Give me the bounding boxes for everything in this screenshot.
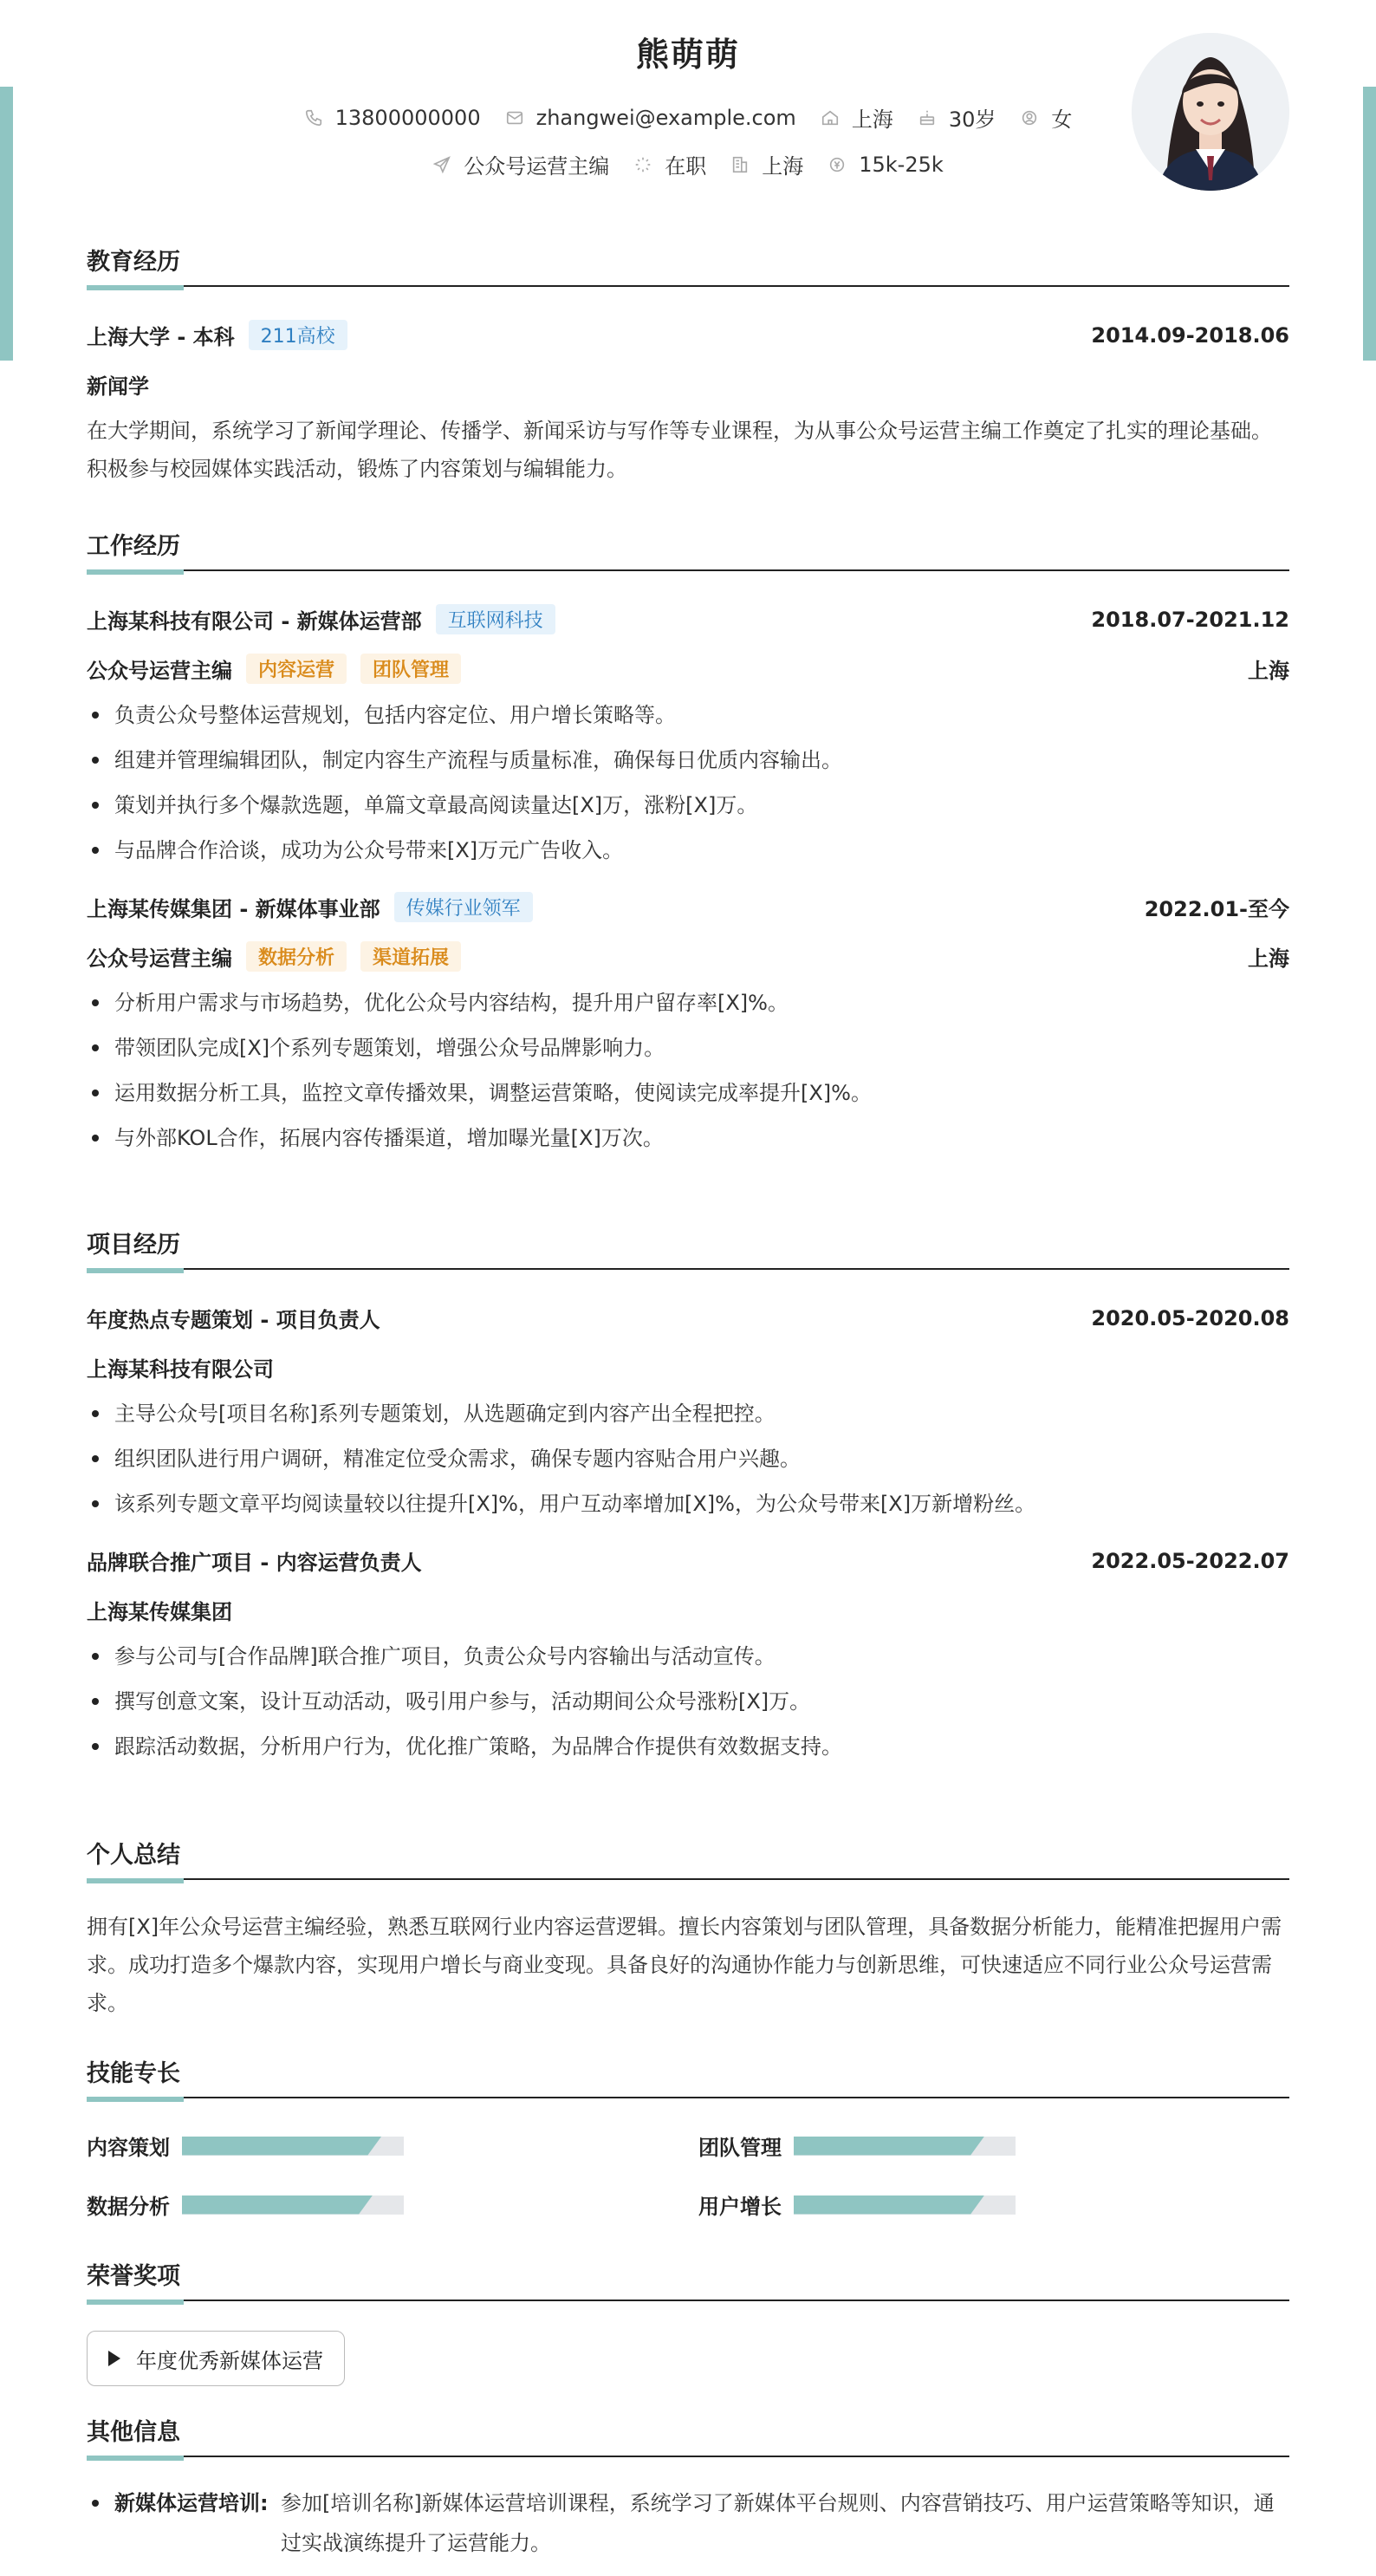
job-role: 公众号运营主编 [87, 946, 232, 971]
job-entry [87, 604, 1289, 873]
status-text: 在职 [665, 154, 707, 179]
bullet-icon [87, 2483, 114, 2563]
target-city-text: 上海 [762, 154, 804, 179]
company-tag: 传媒行业领军 [394, 892, 533, 922]
status-item [633, 149, 706, 179]
project-date: 2020.05-2020.08 [1091, 1305, 1289, 1330]
email-item [505, 106, 796, 130]
education-row [87, 320, 1289, 350]
job-date: 2022.01-至今 [1144, 897, 1289, 921]
job-role: 公众号运营主编 [87, 659, 232, 683]
candidate-name: 熊萌萌 [635, 36, 740, 74]
project-name: 品牌联合推广项目 - 内容运营负责人 [87, 1551, 422, 1575]
role-tag: 数据分析 [246, 941, 347, 972]
other-label: 新媒体运营培训: [114, 2491, 269, 2515]
gender-text: 女 [1051, 107, 1073, 132]
project-entry [87, 1545, 1289, 1769]
role-tag: 团队管理 [360, 654, 461, 684]
position-text: 公众号运营主编 [464, 154, 610, 179]
project-date: 2022.05-2022.07 [1091, 1548, 1289, 1573]
list-item: 参与公司与[合作品牌]联合推广项目，负责公众号内容输出与活动宣传。 [87, 1634, 1289, 1679]
job-bullets [87, 980, 1289, 1161]
list-item: 撰写创意文案，设计互动活动，吸引用户参与，活动期间公众号涨粉[X]万。 [87, 1679, 1289, 1724]
company-tag: 互联网科技 [436, 604, 555, 634]
section-title: 个人总结 [87, 1836, 1289, 1880]
project-company: 上海某科技有限公司 [87, 1357, 274, 1382]
skill-name: 数据分析 [87, 2195, 170, 2219]
skill-item [87, 2130, 404, 2161]
target-city-item [730, 149, 803, 179]
salary-text: 15k-25k [859, 152, 944, 177]
other-section [87, 2413, 1289, 2563]
age-item [918, 102, 996, 133]
job-entry [87, 892, 1289, 1161]
contact-row [87, 102, 1289, 133]
job-bullets [87, 693, 1289, 873]
list-item: 与外部KOL合作，拓展内容传播渠道，增加曝光量[X]万次。 [87, 1116, 1289, 1161]
company-name: 上海某传媒集团 - 新媒体事业部 [87, 897, 380, 921]
major: 新闻学 [87, 374, 149, 399]
list-item: 跟踪活动数据，分析用户行为，优化推广策略，为品牌合作提供有效数据支持。 [87, 1724, 1289, 1769]
job-role-row [87, 654, 1289, 684]
age-text: 30岁 [948, 107, 996, 132]
list-item: 组织团队进行用户调研，精准定位受众需求，确保专题内容贴合用户兴趣。 [87, 1436, 1289, 1481]
left-accent-bar [0, 87, 13, 361]
section-title: 其他信息 [87, 2413, 1289, 2457]
project-company: 上海某传媒集团 [87, 1600, 232, 1624]
position-item [432, 149, 609, 179]
list-item: 与品牌合作洽谈，成功为公众号带来[X]万元广告收入。 [87, 828, 1289, 873]
skill-fill [794, 2137, 984, 2156]
avatar [1132, 33, 1289, 191]
gender-item [1020, 102, 1072, 133]
skill-item [698, 2130, 1016, 2161]
phone-text: 13800000000 [334, 105, 481, 130]
cake-icon [918, 108, 937, 127]
project-name: 年度热点专题策划 - 项目负责人 [87, 1308, 380, 1332]
job-header [87, 892, 1289, 922]
resume-header [87, 0, 1289, 217]
education-date: 2014.09-2018.06 [1091, 322, 1289, 348]
salary-item [828, 153, 944, 177]
phone-item [304, 106, 481, 130]
section-title: 教育经历 [87, 243, 1289, 287]
list-item: 组建并管理编辑团队，制定内容生产流程与质量标准，确保每日优质内容输出。 [87, 738, 1289, 783]
skill-bar [182, 2195, 404, 2215]
list-item: 运用数据分析工具，监控文章传播效果，调整运营策略，使阅读完成率提升[X]%。 [87, 1070, 1289, 1116]
section-title: 技能专长 [87, 2054, 1289, 2098]
project-header [87, 1545, 1289, 1576]
project-bullets [87, 1391, 1289, 1526]
work-section [87, 527, 1289, 1161]
money-icon [828, 155, 847, 174]
role-tag: 内容运营 [246, 654, 347, 684]
list-item: 分析用户需求与市场趋势，优化公众号内容结构，提升用户留存率[X]%。 [87, 980, 1289, 1025]
mail-icon [505, 108, 524, 127]
skill-fill [794, 2195, 984, 2215]
email-text: zhangwei@example.com [535, 105, 796, 130]
skill-fill [182, 2195, 373, 2215]
city-text: 上海 [851, 107, 893, 132]
section-title: 荣誉奖项 [87, 2257, 1289, 2301]
job-header [87, 604, 1289, 634]
skill-bar [794, 2195, 1016, 2215]
skill-bar [794, 2137, 1016, 2156]
resume-page [87, 0, 1289, 2555]
skill-name: 团队管理 [698, 2136, 782, 2160]
list-item: 带领团队完成[X]个系列专题策划，增强公众号品牌影响力。 [87, 1025, 1289, 1070]
skills-section [87, 2054, 1289, 2228]
award-item [87, 2331, 345, 2386]
skill-fill [182, 2137, 381, 2156]
job-role-row [87, 941, 1289, 972]
skill-name: 内容策划 [87, 2136, 170, 2160]
skill-name: 用户增长 [698, 2195, 782, 2219]
school-name: 上海大学 - 本科 [87, 325, 235, 349]
phone-icon [304, 108, 323, 127]
role-tag: 渠道拓展 [360, 941, 461, 972]
list-item: 策划并执行多个爆款选题，单篇文章最高阅读量达[X]万，涨粉[X]万。 [87, 783, 1289, 828]
play-icon [108, 2351, 120, 2366]
skill-item [698, 2189, 1016, 2220]
send-icon [432, 155, 451, 174]
summary-section [87, 1836, 1289, 2022]
award-name: 年度优秀新媒体运营 [136, 2348, 323, 2373]
list-item: 主导公众号[项目名称]系列专题策划，从选题确定到内容产出全程把控。 [87, 1391, 1289, 1436]
job-location: 上海 [1248, 659, 1289, 683]
job-intent-row [87, 149, 1289, 179]
home-icon [821, 108, 840, 127]
skill-item [87, 2189, 404, 2220]
spinner-icon [633, 155, 652, 174]
honors-section [87, 2257, 1289, 2386]
other-item [87, 2483, 1289, 2563]
building-icon [730, 155, 750, 174]
section-title: 项目经历 [87, 1226, 1289, 1270]
job-date: 2018.07-2021.12 [1091, 607, 1289, 632]
city-item [821, 102, 893, 133]
section-title: 工作经历 [87, 527, 1289, 571]
job-location: 上海 [1248, 946, 1289, 971]
right-accent-bar [1363, 87, 1376, 361]
education-desc: 在大学期间，系统学习了新闻学理论、传播学、新闻采访与写作等专业课程，为从事公众号运营主编工作奠定了扎实的理论基础。积极参与校园媒体实践活动，锻炼了内容策划与编辑能力。 [87, 419, 1272, 481]
company-name: 上海某科技有限公司 - 新媒体运营部 [87, 609, 422, 634]
summary-text: 拥有[X]年公众号运营主编经验，熟悉互联网行业内容运营逻辑。擅长内容策划与团队管理，具备数据分析能力，能精准把握用户需求。成功打造多个爆款内容，实现用户增长与商业变现。具备良好的沟通协作能力与创新思维，可快速适应不同行业公众号运营需求。 [87, 1915, 1282, 2015]
education-section [87, 243, 1289, 488]
list-item: 该系列专题文章平均阅读量较以往提升[X]%，用户互动率增加[X]%，为公众号带来[X]万新增粉丝。 [87, 1481, 1289, 1526]
user-gender-icon [1020, 108, 1039, 127]
other-text: 参加[培训名称]新媒体运营培训课程，系统学习了新媒体平台规则、内容营销技巧、用户运营策略等知识，通过实战演练提升了运营能力。 [281, 2491, 1275, 2555]
school-tag: 211高校 [249, 320, 347, 350]
project-bullets [87, 1634, 1289, 1769]
skill-bar [182, 2137, 404, 2156]
project-entry [87, 1303, 1289, 1526]
projects-section [87, 1226, 1289, 1769]
project-header [87, 1303, 1289, 1333]
list-item: 负责公众号整体运营规划，包括内容定位、用户增长策略等。 [87, 693, 1289, 738]
